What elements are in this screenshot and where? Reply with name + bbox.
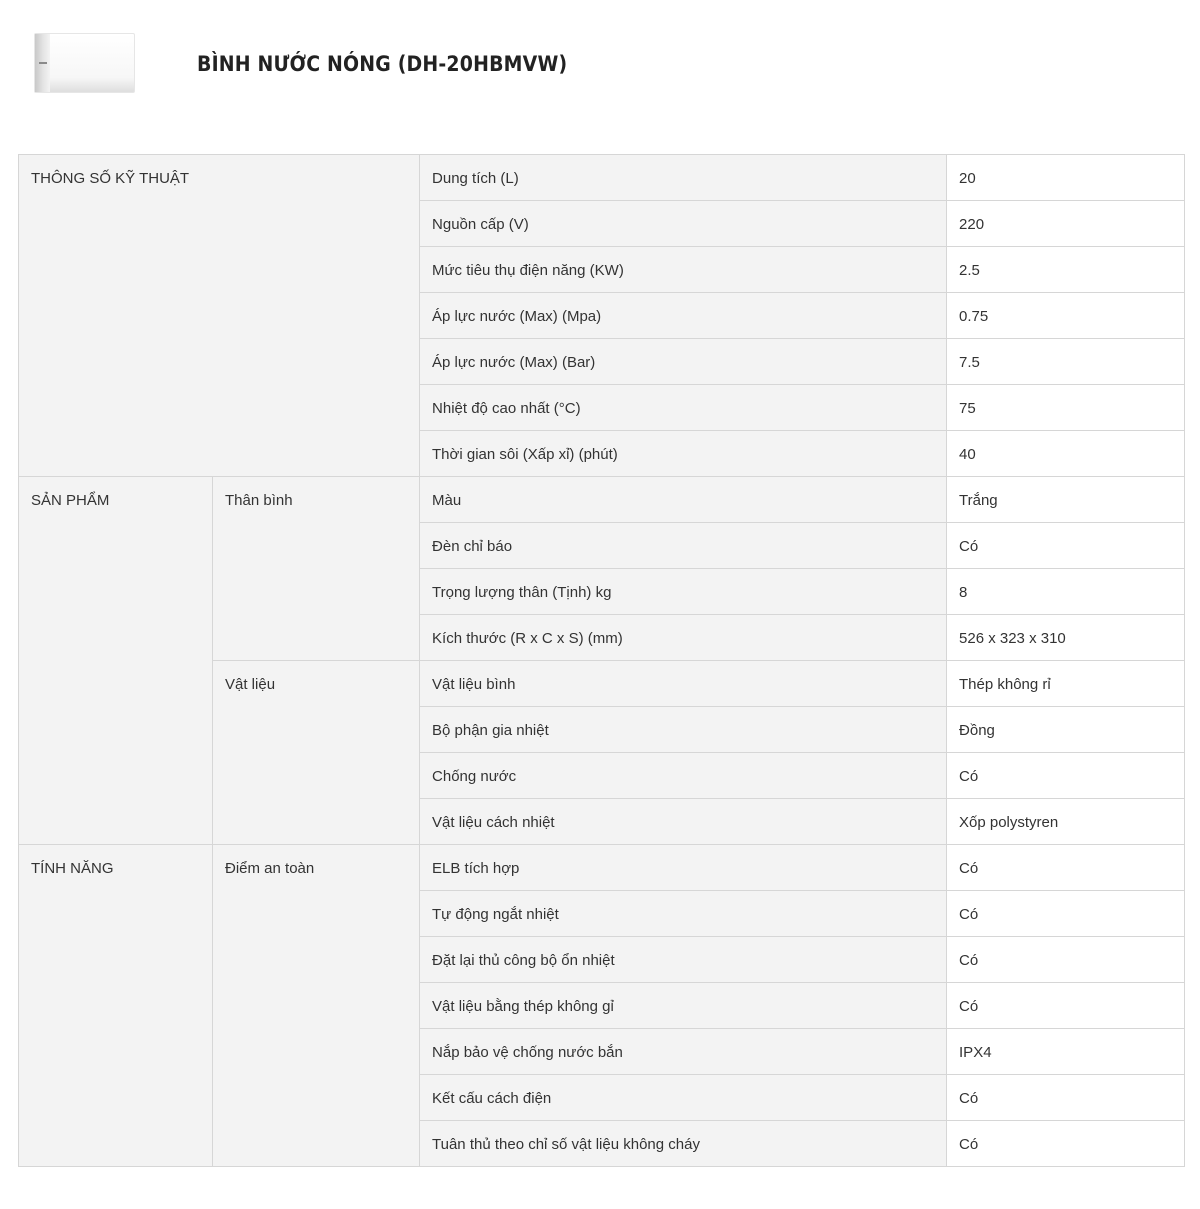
- spec-value: 7.5: [947, 339, 1185, 385]
- spec-label: Màu: [420, 477, 947, 523]
- spec-value: 40: [947, 431, 1185, 477]
- spec-value: Có: [947, 1075, 1185, 1121]
- spec-label: Nắp bảo vệ chống nước bắn: [420, 1029, 947, 1075]
- spec-label: Mức tiêu thụ điện năng (KW): [420, 247, 947, 293]
- spec-label: Chống nước: [420, 753, 947, 799]
- spec-label: Trọng lượng thân (Tịnh) kg: [420, 569, 947, 615]
- spec-value: Có: [947, 845, 1185, 891]
- table-row: [19, 155, 1185, 201]
- spec-label: ELB tích hợp: [420, 845, 947, 891]
- spec-value: 20: [947, 155, 1185, 201]
- spec-value: Thép không rỉ: [947, 661, 1185, 707]
- spec-label: Kết cấu cách điện: [420, 1075, 947, 1121]
- subcategory-body: Thân bình: [213, 477, 420, 661]
- spec-label: Áp lực nước (Max) (Mpa): [420, 293, 947, 339]
- spec-value: Đồng: [947, 707, 1185, 753]
- category-features: TÍNH NĂNG: [19, 845, 213, 1167]
- spec-label: Áp lực nước (Max) (Bar): [420, 339, 947, 385]
- spec-label: Thời gian sôi (Xấp xỉ) (phút): [420, 431, 947, 477]
- spec-value: Có: [947, 983, 1185, 1029]
- spec-label: Kích thước (R x C x S) (mm): [420, 615, 947, 661]
- product-thumbnail: [34, 33, 135, 93]
- spec-value: 526 x 323 x 310: [947, 615, 1185, 661]
- spec-label: Tuân thủ theo chỉ số vật liệu không cháy: [420, 1121, 947, 1167]
- category-technical: THÔNG SỐ KỸ THUẬT: [19, 155, 420, 477]
- spec-label: Nguồn cấp (V): [420, 201, 947, 247]
- spec-label: Đặt lại thủ công bộ ổn nhiệt: [420, 937, 947, 983]
- spec-value: 8: [947, 569, 1185, 615]
- spec-value: 0.75: [947, 293, 1185, 339]
- subcategory-material: Vật liệu: [213, 661, 420, 845]
- spec-label: Vật liệu bằng thép không gỉ: [420, 983, 947, 1029]
- product-title: BÌNH NƯỚC NÓNG (DH-20HBMVW): [197, 52, 568, 76]
- spec-label: Tự động ngắt nhiệt: [420, 891, 947, 937]
- table-row: [19, 477, 1185, 523]
- spec-value: IPX4: [947, 1029, 1185, 1075]
- category-product: SẢN PHẨM: [19, 477, 213, 845]
- subcategory-safety: Điểm an toàn: [213, 845, 420, 1167]
- spec-value: Có: [947, 1121, 1185, 1167]
- spec-label: Vật liệu cách nhiệt: [420, 799, 947, 845]
- product-header: [0, 0, 1200, 130]
- spec-table: [18, 154, 1185, 1167]
- spec-label: Đèn chỉ báo: [420, 523, 947, 569]
- spec-value: Có: [947, 891, 1185, 937]
- spec-label: Vật liệu bình: [420, 661, 947, 707]
- spec-label: Nhiệt độ cao nhất (°C): [420, 385, 947, 431]
- spec-value: 220: [947, 201, 1185, 247]
- brand-logo-mark: [39, 62, 47, 64]
- spec-value: 2.5: [947, 247, 1185, 293]
- spec-value: Có: [947, 523, 1185, 569]
- spec-value: Có: [947, 753, 1185, 799]
- spec-label: Bộ phận gia nhiệt: [420, 707, 947, 753]
- spec-value: Có: [947, 937, 1185, 983]
- spec-value: Xốp polystyren: [947, 799, 1185, 845]
- spec-value: Trắng: [947, 477, 1185, 523]
- spec-value: 75: [947, 385, 1185, 431]
- spec-label: Dung tích (L): [420, 155, 947, 201]
- table-row: [19, 845, 1185, 891]
